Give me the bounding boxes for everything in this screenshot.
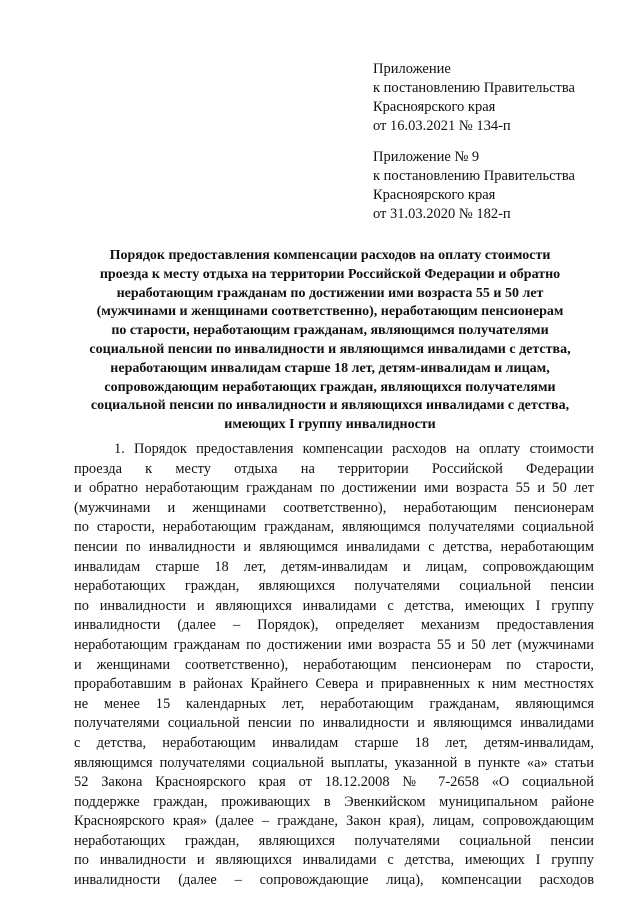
body-line: неработающих граждан, являющихся получателями социальной пенсии [74,578,594,595]
body-line: неработающих граждан, являющихся получателями социальной пенсии [74,832,594,849]
body-line: инвалидности (далее – Порядок), определяет механизм предоставления [74,617,594,634]
body-line: по старости, неработающим гражданам, являющимся получателями социальной [74,519,594,536]
body-line: Красноярского края» (далее – граждане, Закон края), лицам, сопровождающим [74,813,594,830]
body-line: поддержке граждан, проживающих в Эвенкийском муниципальном районе [74,793,594,810]
body-line: проработавшим в районах Крайнего Севера и приравненных к ним местностях [74,676,594,693]
title-line: проезда к месту отдыха на территории Российской Федерации и обратно [99,266,561,282]
body-line: являющимся получателями социальной выплаты, указанной в пункте «а» статьи [74,754,594,771]
title-line: неработающим гражданам по достижении ими возраста 55 и 50 лет [116,285,544,301]
paragraph-1 [74,440,594,891]
body-line: неработающим гражданам по достижении ими возраста 55 и 50 лет (мужчинами [74,636,594,653]
body-line: инвалидности (далее – сопровождающие лица), компенсации расходов [74,872,594,889]
body-line: 52 Закона Красноярского края от 18.12.2008 № 7-2658 «О социальной [74,774,594,791]
body-line: по инвалидности и являющихся инвалидами с детства, имеющих I группу [74,597,594,614]
annex-header-original [373,148,633,224]
body-line: с детства, неработающим инвалидам старше 18 лет, детям-инвалидам, [74,734,594,751]
body-line: получателями социальной пенсии по инвалидности и являющимся инвалидами [74,715,594,732]
title-line: имеющих I группу инвалидности [224,417,436,433]
title-line: неработающим инвалидам старше 18 лет, детям-инвалидам и лицам, [110,360,550,376]
document-title [60,247,600,435]
title-line: по старости, неработающим гражданам, являющимся получателями [111,323,549,339]
body-line: инвалидам старше 18 лет, детям-инвалидам и лицам, сопровождающим [74,558,594,575]
annex-line: от 31.03.2020 № 182-п [373,206,511,222]
body-line: и женщинами соответственно), неработающим пенсионерам по старости, [74,656,594,673]
annex-line: Красноярского края [373,187,496,203]
title-line: социальной пенсии по инвалидности и являющимся инвалидами с детства, [89,341,571,357]
annex-line: от 16.03.2021 № 134-п [373,118,511,134]
body-line: 1. Порядок предоставления компенсации расходов на оплату стоимости [114,441,594,457]
title-line: социальной пенсии по инвалидности и являющихся инвалидами с детства, [90,398,570,414]
title-line: Порядок предоставления компенсации расходов на оплату стоимости [109,248,551,263]
annex-line: к постановлению Правительства [373,168,575,184]
annex-header-current [373,60,633,136]
body-line: пенсии по инвалидности и являющимся инвалидами с детства, неработающим [74,538,594,555]
annex-line: к постановлению Правительства [373,80,575,96]
body-line: и обратно неработающим гражданам по достижении ими возраста 55 и 50 лет [74,480,594,497]
body-line: не менее 15 календарных лет, неработающим гражданам, являющимся [74,695,594,712]
title-line: сопровождающим неработающих граждан, являющихся получателями [104,379,556,395]
annex-line: Красноярского края [373,99,496,115]
annex-line: Приложение [373,61,451,77]
body-line: (мужчинами и женщинами соответственно), неработающим пенсионерам [74,499,594,516]
annex-line: Приложение № 9 [373,149,480,165]
body-line: по инвалидности и являющихся инвалидами с детства, имеющих I группу [74,852,594,869]
body-line: проезда к месту отдыха на территории Российской Федерации [74,460,594,477]
title-line: (мужчинами и женщинами соответственно), неработающим пенсионерам [96,304,564,320]
